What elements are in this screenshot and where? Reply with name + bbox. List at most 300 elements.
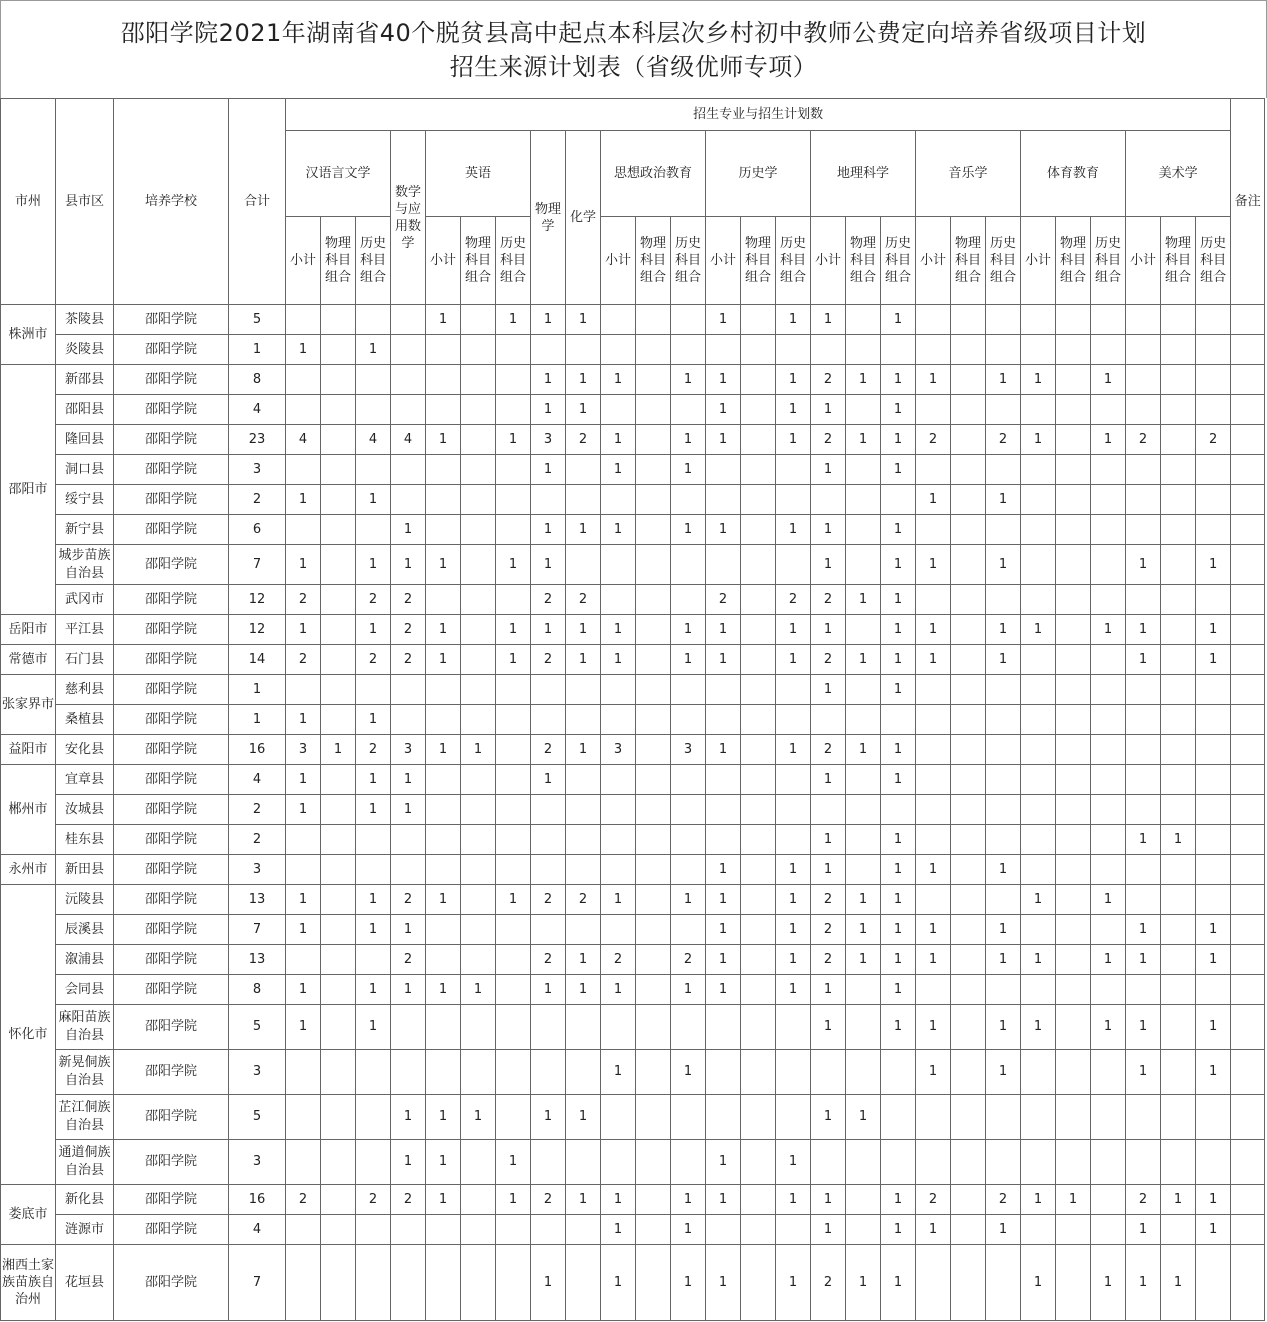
cell-county-text: 麻阳苗族自治县	[58, 1010, 111, 1043]
cell-value	[1091, 765, 1126, 795]
cell-value	[461, 825, 496, 855]
cell-value	[321, 455, 356, 485]
cell-county	[56, 585, 114, 615]
cell-value: 1	[601, 515, 636, 545]
cell-value: 1	[1091, 365, 1126, 395]
table-row	[1, 425, 1265, 455]
cell-total: 1	[229, 705, 286, 735]
cell-value	[496, 765, 531, 795]
cell-county-text: 城步苗族自治县	[58, 547, 111, 581]
cell-value	[741, 885, 776, 915]
cell-value	[986, 335, 1021, 365]
cell-value	[531, 675, 566, 705]
cell-value	[286, 1215, 321, 1245]
cell-value: 1	[986, 545, 1021, 585]
cell-total: 3	[229, 455, 286, 485]
header-math: 数学与应用数学	[391, 131, 426, 305]
cell-value: 1	[671, 615, 706, 645]
cell-value	[286, 1245, 321, 1321]
cell-note	[1231, 675, 1265, 705]
cell-value	[1021, 645, 1056, 675]
cell-county-text: 花垣县	[64, 1274, 104, 1290]
cell-value	[741, 335, 776, 365]
cell-total: 7	[229, 545, 286, 585]
cell-value: 3	[601, 735, 636, 765]
cell-value	[566, 855, 601, 885]
cell-value	[1161, 855, 1196, 885]
cell-value	[741, 735, 776, 765]
cell-value	[776, 1215, 811, 1245]
header-note: 备注	[1231, 99, 1265, 305]
cell-value	[1056, 945, 1091, 975]
cell-value: 1	[916, 365, 951, 395]
cell-value: 1	[986, 485, 1021, 515]
cell-value	[846, 1185, 881, 1215]
cell-value	[951, 795, 986, 825]
cell-value: 1	[881, 585, 916, 615]
cell-value	[461, 365, 496, 395]
cell-county	[56, 455, 114, 485]
cell-value: 1	[776, 975, 811, 1005]
cell-value: 1	[706, 305, 741, 335]
cell-value	[1091, 485, 1126, 515]
cell-value: 1	[531, 545, 566, 585]
cell-county-text: 新晃侗族自治县	[58, 1055, 111, 1088]
cell-school: 邵阳学院	[114, 585, 229, 615]
cell-value	[741, 1005, 776, 1050]
sub-header-history-subtotal: 小计	[706, 217, 741, 305]
cell-value	[741, 1185, 776, 1215]
cell-value	[951, 485, 986, 515]
cell-value	[391, 485, 426, 515]
cell-total: 1	[229, 675, 286, 705]
cell-value: 1	[671, 975, 706, 1005]
cell-value: 2	[1126, 1185, 1161, 1215]
cell-value	[951, 885, 986, 915]
cell-note	[1231, 975, 1265, 1005]
cell-value	[1196, 335, 1231, 365]
table-row	[1, 645, 1265, 675]
cell-value	[636, 515, 671, 545]
cell-value: 1	[776, 1245, 811, 1321]
cell-value	[1196, 585, 1231, 615]
cell-value: 1	[531, 765, 566, 795]
cell-value	[1021, 515, 1056, 545]
cell-value: 1	[811, 825, 846, 855]
cell-county	[56, 765, 114, 795]
cell-value	[1161, 705, 1196, 735]
cell-value	[741, 795, 776, 825]
cell-value: 1	[496, 305, 531, 335]
cell-county-text: 桂东县	[64, 831, 104, 847]
cell-county-text: 涟源市	[64, 1221, 104, 1237]
cell-value	[1161, 915, 1196, 945]
cell-value: 2	[601, 945, 636, 975]
cell-value	[951, 855, 986, 885]
cell-note	[1231, 1005, 1265, 1050]
cell-county	[56, 515, 114, 545]
cell-value	[846, 825, 881, 855]
cell-value: 1	[496, 545, 531, 585]
cell-value: 1	[286, 545, 321, 585]
cell-value	[986, 585, 1021, 615]
cell-value	[1091, 855, 1126, 885]
cell-value	[671, 485, 706, 515]
table-body	[1, 99, 1265, 1321]
cell-value	[1056, 1245, 1091, 1321]
cell-value: 1	[776, 855, 811, 885]
cell-value	[321, 585, 356, 615]
cell-value	[496, 795, 531, 825]
cell-value	[461, 675, 496, 705]
cell-value: 1	[286, 1005, 321, 1050]
cell-value	[846, 1215, 881, 1245]
cell-value	[636, 945, 671, 975]
cell-value: 1	[706, 915, 741, 945]
cell-value: 1	[881, 975, 916, 1005]
cell-value	[741, 1050, 776, 1095]
cell-value: 1	[881, 675, 916, 705]
cell-school: 邵阳学院	[114, 305, 229, 335]
cell-value	[321, 485, 356, 515]
cell-value	[566, 1215, 601, 1245]
header-total: 合计	[229, 99, 286, 305]
cell-value: 2	[356, 735, 391, 765]
cell-value: 1	[426, 735, 461, 765]
cell-school: 邵阳学院	[114, 735, 229, 765]
cell-value	[286, 1050, 321, 1095]
header-history: 历史学	[706, 131, 811, 217]
cell-value	[776, 455, 811, 485]
cell-value	[776, 1050, 811, 1095]
cell-value	[986, 975, 1021, 1005]
cell-value	[1126, 515, 1161, 545]
cell-value	[321, 365, 356, 395]
cell-county-text: 芷江侗族自治县	[58, 1100, 111, 1133]
cell-value: 1	[671, 1215, 706, 1245]
cell-value	[1161, 615, 1196, 645]
cell-value	[461, 915, 496, 945]
cell-value	[461, 885, 496, 915]
cell-value	[1196, 455, 1231, 485]
cell-value: 1	[811, 1185, 846, 1215]
cell-value: 1	[846, 1245, 881, 1321]
cell-value: 1	[916, 545, 951, 585]
cell-value: 1	[811, 675, 846, 705]
cell-value	[286, 945, 321, 975]
cell-value	[916, 395, 951, 425]
cell-value	[1021, 1140, 1056, 1185]
cell-value	[321, 425, 356, 455]
cell-value: 1	[671, 515, 706, 545]
cell-value: 1	[426, 425, 461, 455]
cell-value	[461, 1215, 496, 1245]
cell-value	[951, 975, 986, 1005]
table-row	[1, 1215, 1265, 1245]
cell-value	[671, 305, 706, 335]
cell-value	[356, 365, 391, 395]
cell-value: 1	[706, 975, 741, 1005]
cell-value	[1091, 975, 1126, 1005]
cell-value	[636, 645, 671, 675]
cell-value: 1	[1091, 1005, 1126, 1050]
cell-value	[951, 335, 986, 365]
cell-value: 1	[1126, 545, 1161, 585]
cell-value	[1161, 585, 1196, 615]
cell-city: 张家界市	[1, 675, 56, 735]
cell-value	[951, 1005, 986, 1050]
cell-value: 1	[531, 305, 566, 335]
cell-value	[1021, 455, 1056, 485]
cell-value	[566, 455, 601, 485]
cell-total: 3	[229, 1050, 286, 1095]
cell-value	[1161, 365, 1196, 395]
cell-county	[56, 855, 114, 885]
cell-value: 1	[986, 1005, 1021, 1050]
cell-value: 1	[391, 975, 426, 1005]
table-row	[1, 615, 1265, 645]
cell-value	[741, 1245, 776, 1321]
cell-school: 邵阳学院	[114, 945, 229, 975]
cell-value	[496, 585, 531, 615]
cell-value	[741, 645, 776, 675]
cell-value	[1126, 335, 1161, 365]
cell-value	[286, 365, 321, 395]
cell-total: 8	[229, 975, 286, 1005]
cell-value	[496, 705, 531, 735]
cell-value: 1	[916, 1215, 951, 1245]
cell-value	[391, 1050, 426, 1095]
cell-value	[776, 705, 811, 735]
cell-value: 1	[1091, 615, 1126, 645]
cell-value	[706, 1005, 741, 1050]
cell-value: 1	[846, 1095, 881, 1140]
cell-value	[321, 915, 356, 945]
cell-total: 7	[229, 915, 286, 945]
cell-value	[426, 1005, 461, 1050]
cell-value	[846, 515, 881, 545]
cell-value	[671, 825, 706, 855]
cell-school: 邵阳学院	[114, 885, 229, 915]
cell-value: 1	[391, 1140, 426, 1185]
cell-value: 1	[811, 1095, 846, 1140]
cell-value: 1	[776, 1185, 811, 1215]
cell-value: 1	[706, 885, 741, 915]
cell-value: 1	[811, 455, 846, 485]
cell-value	[1161, 485, 1196, 515]
cell-value	[741, 705, 776, 735]
cell-value: 1	[566, 1185, 601, 1215]
cell-value	[881, 1095, 916, 1140]
cell-value	[741, 1215, 776, 1245]
cell-value	[1056, 305, 1091, 335]
cell-value	[321, 675, 356, 705]
cell-value	[741, 975, 776, 1005]
cell-value	[1196, 305, 1231, 335]
cell-value: 1	[356, 885, 391, 915]
cell-value	[846, 705, 881, 735]
table-row	[1, 885, 1265, 915]
cell-value	[636, 455, 671, 485]
cell-value	[1161, 675, 1196, 705]
cell-value	[391, 1245, 426, 1321]
cell-county-text: 邵阳县	[64, 401, 104, 417]
cell-value: 1	[881, 735, 916, 765]
cell-value: 1	[846, 425, 881, 455]
cell-value	[531, 825, 566, 855]
cell-value: 1	[531, 615, 566, 645]
cell-value: 1	[776, 885, 811, 915]
header-city: 市州	[1, 99, 56, 305]
cell-county	[56, 545, 114, 585]
cell-value: 1	[1196, 1005, 1231, 1050]
cell-value	[1196, 395, 1231, 425]
cell-value	[951, 1140, 986, 1185]
cell-county	[56, 1050, 114, 1095]
cell-city: 永州市	[1, 855, 56, 885]
table-row	[1, 675, 1265, 705]
cell-value: 1	[986, 915, 1021, 945]
cell-value	[461, 855, 496, 885]
cell-value	[1056, 735, 1091, 765]
cell-value	[776, 1005, 811, 1050]
cell-value	[986, 765, 1021, 795]
cell-school: 邵阳学院	[114, 825, 229, 855]
cell-value	[286, 395, 321, 425]
cell-value	[356, 455, 391, 485]
cell-value	[286, 455, 321, 485]
cell-county	[56, 975, 114, 1005]
cell-value	[426, 365, 461, 395]
cell-value: 1	[601, 645, 636, 675]
cell-value: 1	[286, 615, 321, 645]
cell-value	[321, 395, 356, 425]
cell-value	[986, 675, 1021, 705]
cell-value: 1	[601, 365, 636, 395]
cell-value	[496, 1095, 531, 1140]
cell-value: 1	[881, 305, 916, 335]
cell-value: 1	[286, 765, 321, 795]
cell-value: 1	[881, 1185, 916, 1215]
cell-value: 1	[426, 645, 461, 675]
cell-value: 1	[286, 885, 321, 915]
cell-value	[1091, 305, 1126, 335]
cell-value: 1	[1126, 645, 1161, 675]
cell-value	[391, 365, 426, 395]
cell-value	[636, 335, 671, 365]
cell-value: 3	[671, 735, 706, 765]
cell-value: 1	[461, 1095, 496, 1140]
cell-value	[671, 855, 706, 885]
cell-value: 2	[391, 945, 426, 975]
cell-value: 1	[321, 735, 356, 765]
cell-value	[741, 365, 776, 395]
cell-value	[881, 795, 916, 825]
cell-value	[1056, 485, 1091, 515]
cell-value	[846, 675, 881, 705]
cell-value: 1	[1021, 945, 1056, 975]
cell-value: 1	[356, 615, 391, 645]
cell-value: 2	[286, 585, 321, 615]
cell-value: 1	[1056, 1185, 1091, 1215]
cell-value: 1	[566, 735, 601, 765]
cell-value	[986, 395, 1021, 425]
cell-county	[56, 945, 114, 975]
cell-value	[1021, 915, 1056, 945]
cell-value	[1196, 1245, 1231, 1321]
cell-value: 2	[356, 645, 391, 675]
cell-value: 1	[391, 545, 426, 585]
cell-value	[566, 545, 601, 585]
cell-value: 1	[426, 1185, 461, 1215]
cell-value	[391, 855, 426, 885]
cell-county	[56, 705, 114, 735]
cell-value	[321, 645, 356, 675]
cell-value: 2	[986, 1185, 1021, 1215]
cell-value	[706, 765, 741, 795]
table-row	[1, 365, 1265, 395]
cell-value: 1	[706, 735, 741, 765]
cell-value	[846, 765, 881, 795]
cell-value	[321, 855, 356, 885]
cell-value: 3	[531, 425, 566, 455]
cell-city: 娄底市	[1, 1185, 56, 1245]
cell-value	[1056, 365, 1091, 395]
cell-value	[671, 395, 706, 425]
cell-value: 1	[391, 1095, 426, 1140]
header-physics: 物理学	[531, 131, 566, 305]
cell-note	[1231, 1095, 1265, 1140]
cell-value	[1021, 485, 1056, 515]
cell-value	[741, 305, 776, 335]
cell-school: 邵阳学院	[114, 1095, 229, 1140]
cell-value: 1	[566, 305, 601, 335]
cell-value	[636, 585, 671, 615]
cell-county-text: 洞口县	[64, 461, 104, 477]
cell-value	[776, 335, 811, 365]
sub-header-chinese-history-combo: 历史科目组合	[356, 217, 391, 305]
cell-value	[321, 1215, 356, 1245]
cell-value	[286, 825, 321, 855]
cell-value	[1196, 885, 1231, 915]
cell-value	[1161, 1050, 1196, 1095]
cell-value: 1	[846, 885, 881, 915]
cell-value	[916, 705, 951, 735]
header-geography: 地理科学	[811, 131, 916, 217]
cell-value	[951, 515, 986, 545]
cell-value	[881, 335, 916, 365]
sub-header-pe-physics-combo: 物理科目组合	[1056, 217, 1091, 305]
cell-value	[1021, 1095, 1056, 1140]
cell-value	[671, 545, 706, 585]
cell-city: 湘西土家族苗族自治州	[1, 1245, 56, 1321]
cell-value	[846, 795, 881, 825]
cell-value: 1	[356, 915, 391, 945]
cell-value: 1	[986, 1050, 1021, 1095]
cell-value: 1	[811, 765, 846, 795]
cell-value	[846, 855, 881, 885]
cell-value	[671, 705, 706, 735]
cell-value	[1021, 305, 1056, 335]
cell-value	[986, 795, 1021, 825]
cell-value	[1126, 885, 1161, 915]
cell-value: 2	[916, 425, 951, 455]
cell-value: 1	[881, 455, 916, 485]
cell-value: 1	[776, 305, 811, 335]
sub-header-politics-physics-combo: 物理科目组合	[636, 217, 671, 305]
cell-value	[1126, 365, 1161, 395]
cell-value: 1	[1021, 1245, 1056, 1321]
